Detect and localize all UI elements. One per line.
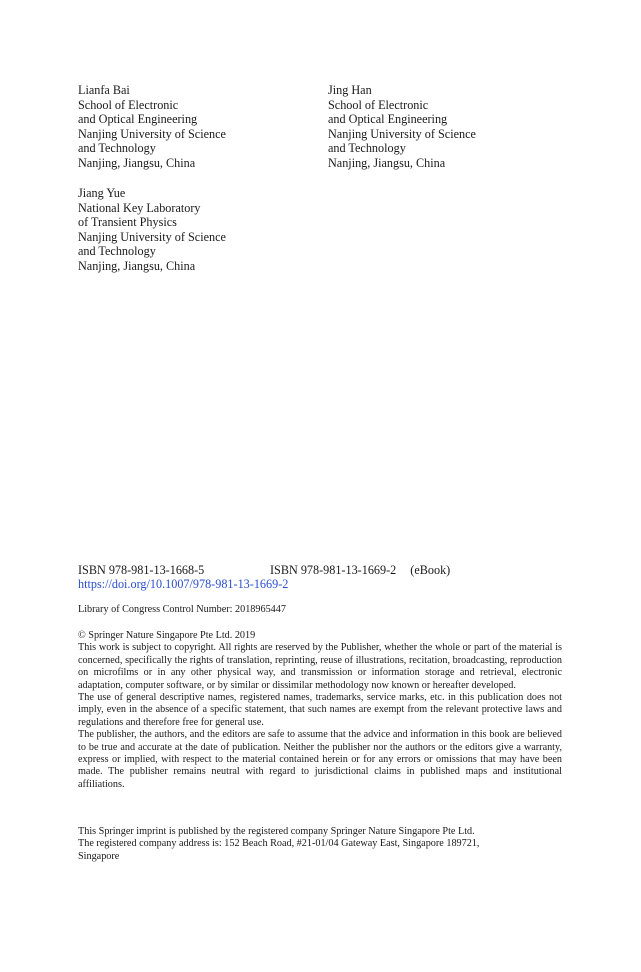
author-name: Jing Han bbox=[328, 83, 372, 97]
affiliation-line: and Technology bbox=[78, 244, 156, 259]
affiliation-line: and Technology bbox=[78, 141, 156, 156]
imprint-line: This Springer imprint is published by the registered company Springer Nature Singapore Pte Ltd. bbox=[78, 826, 475, 837]
author-block-jing-han bbox=[328, 83, 476, 171]
lccn-line: Library of Congress Control Number: 2018965447 bbox=[78, 604, 286, 615]
author-block-jiang-yue bbox=[78, 186, 226, 274]
affiliation-line: Nanjing University of Science bbox=[328, 126, 476, 141]
doi-link[interactable]: https://doi.org/10.1007/978-981-13-1669-2 bbox=[78, 577, 289, 591]
affiliation-line: Nanjing University of Science bbox=[78, 126, 226, 141]
imprint-block bbox=[78, 826, 562, 863]
isbn-ebook: ISBN 978-981-13-1669-2 bbox=[270, 563, 397, 577]
imprint-line: The registered company address is: 152 Beach Road, #21-01/04 Gateway East, Singapore 189721, bbox=[78, 838, 480, 850]
affiliation-line: Nanjing, Jiangsu, China bbox=[78, 258, 196, 273]
affiliation-line: of Transient Physics bbox=[78, 215, 177, 230]
copyright-notice: © Springer Nature Singapore Pte Ltd. 2019 bbox=[78, 630, 256, 641]
affiliation-line: Nanjing, Jiangsu, China bbox=[78, 155, 196, 170]
affiliation-line: and Optical Engineering bbox=[78, 112, 198, 127]
copyright-block bbox=[78, 630, 562, 791]
affiliation-line: National Key Laboratory bbox=[78, 200, 201, 215]
author-name: Lianfa Bai bbox=[78, 83, 130, 97]
affiliation-line: and Optical Engineering bbox=[328, 112, 448, 127]
affiliation-line: School of Electronic bbox=[78, 97, 179, 112]
affiliation-line: and Technology bbox=[328, 141, 406, 156]
author-name: Jiang Yue bbox=[78, 186, 126, 200]
affiliation-line: Nanjing University of Science bbox=[78, 229, 226, 244]
copyright-paragraph: This work is subject to copyright. All rights are reserved by the Publisher, whether the whole or part of the material is concerned, specifically the rights of translation, reprinting, reuse of illustrations, recitation, broadcasting, reproduction on microfilms or in any other physical way, and transmission or information storage and retrieval, electronic adaptation, computer software, or by similar or dissimilar methodology now known or hereafter developed. bbox=[78, 642, 562, 691]
affiliation-line: School of Electronic bbox=[328, 97, 429, 112]
author-block-lianfa-bai bbox=[78, 83, 226, 171]
isbn-ebook-label: (eBook) bbox=[410, 563, 451, 577]
affiliation-line: Nanjing, Jiangsu, China bbox=[328, 155, 446, 170]
copyright-paragraph: The use of general descriptive names, registered names, trademarks, service marks, etc. in this publication does not imply, even in the absence of a specific statement, that such names are exempt from the relevant protective laws and regulations and therefore free for general use. bbox=[78, 692, 562, 728]
isbn-print: ISBN 978-981-13-1668-5 bbox=[78, 563, 205, 577]
isbn-row bbox=[78, 563, 450, 578]
imprint-line: Singapore bbox=[78, 850, 120, 862]
copyright-paragraph: The publisher, the authors, and the editors are safe to assume that the advice and information in this book are believed to be true and accurate at the date of publication. Neither the publisher nor the authors or the editors give a warranty, express or implied, with respect to the material contained herein or for any errors or omissions that may have been made. The publisher remains neutral with regard to jurisdictional claims in published maps and institutional affiliations. bbox=[78, 729, 562, 790]
